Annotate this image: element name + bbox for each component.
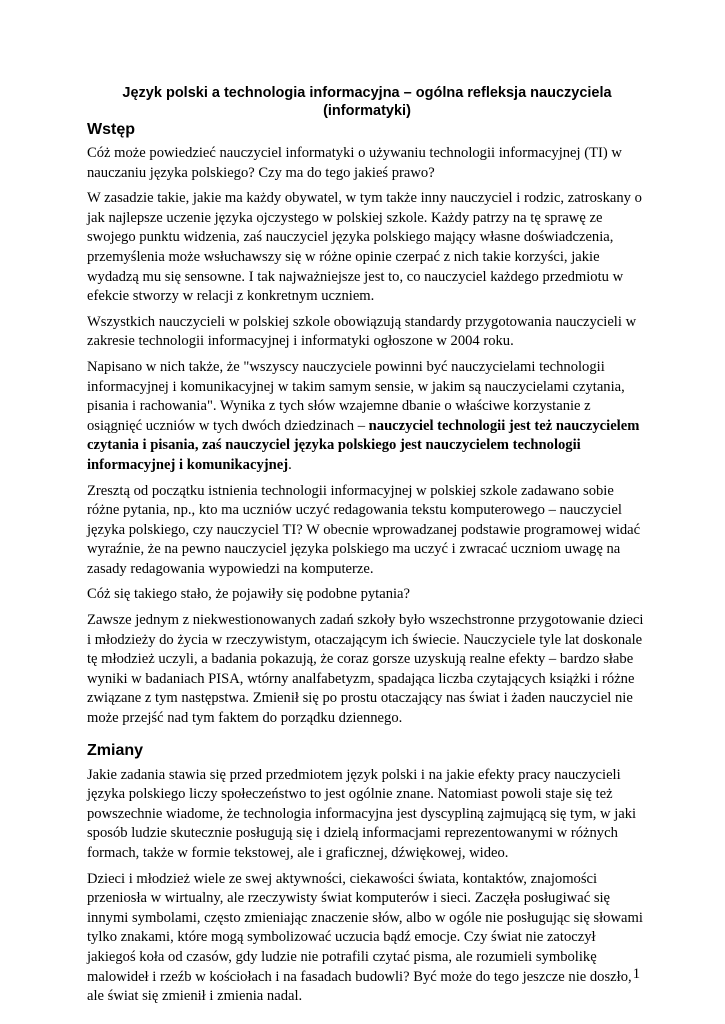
paragraph-3: Wszystkich nauczycieli w polskiej szkole obowiązują standardy przygotowania nauczycieli w zakresie technologii informacyjnej i informatyki ogłoszone w 2004 roku. <box>87 313 637 350</box>
paragraph-4-end: . <box>288 456 292 473</box>
document-title <box>87 84 647 120</box>
paragraph-1: Cóż może powiedzieć nauczyciel informatyki o używaniu technologii informacyjnej (TI) w nauczaniu języka polskiego? Czy ma do tego jakieś prawo? <box>87 145 622 181</box>
paragraph-9: Dzieci i młodzież wiele ze swej aktywności, ciekawości świata, kontaktów, znajomości przeniosła w wirtualny, ale rzeczywisty świat komputerów i sieci. Zaczęła posługiwać się innymi symbolami, często zmieniając znaczenie słów, albo w ogóle nie posługując się słowami tylko znakami, które mogą symbolizować uczucia bądź emocje. Czy świat nie zatoczył jakiegoś koła od czasów, gdy ludzie nie potrafili czytać pisma, ale rozumieli symbolikę malowideł i rzeźb w kościołach i na fasadach budowli? Być może do tego jeszcze nie doszło, ale świat się zmienił i zmienia nadal. <box>87 870 643 1005</box>
paragraph-2: W zasadzie takie, jakie ma każdy obywatel, w tym także inny nauczyciel i rodzic, zatroskany o jak najlepsze uczenie języka ojczystego w polskiej szkole. Każdy patrzy na tę sprawę ze swojego punktu widzenia, zaś nauczyciel języka polskiego mający własne doświadczenia, przemyślenia może wsłuchawszy się w różne opinie czerpać z nich takie korzyści, jakie wydadzą mu się sensowne. I tak najważniejsze jest to, co nauczyciel każdego przedmiotu w efekcie stworzy w relacji z konkretnym uczniem. <box>87 190 642 305</box>
section-heading-wstep: Wstęp <box>87 121 135 138</box>
paragraph-8: Jakie zadania stawia się przed przedmiotem język polski i na jakie efekty pracy nauczycieli języka polskiego liczy społeczeństwo to jest ogólnie znane. Natomiast powoli staje się też powszechnie wiadome, że technologia informacyjna jest dyscypliną zajmującą się tym, w jaki sposób ludzie skutecznie posługują się i dzielą informacjami reprezentowanymi w różnych formach, także w formie tekstowej, ale i graficznej, dźwiękowej, wideo. <box>87 766 637 861</box>
paragraph-6: Cóż się takiego stało, że pojawiły się podobne pytania? <box>87 586 411 603</box>
page-number: 1 <box>632 966 640 982</box>
section-heading-zmiany: Zmiany <box>87 741 144 759</box>
document-title-line2: (informatyki) <box>323 103 411 119</box>
page-content <box>87 84 647 1013</box>
document-title-line1: Język polski a technologia informacyjna – ogólna refleksja nauczyciela <box>122 85 612 101</box>
paragraph-4-text: Napisano w nich także, że "wszyscy nauczyciele powinni być nauczycielami technologii informacyjnej i komunikacyjnej w takim samym sensie, w jakim są nauczycielami czytania, pisania i rachowania". Wynika z tych słów wzajemne dbanie o właściwe korzystanie z osiągnięć uczniów w tych dwóch dziedzinach – <box>87 358 625 434</box>
paragraph-4 <box>87 358 647 476</box>
paragraph-4-bold-text: nauczyciel technologii jest też nauczycielem czytania i pisania, zaś nauczyciel języka polskiego jest nauczycielem technologii informacyjnej i komunikacyjnej <box>87 417 640 473</box>
paragraph-7: Zawsze jednym z niekwestionowanych zadań szkoły było wszechstronne przygotowanie dzieci i młodzieży do życia w rzeczywistym, otaczającym ich świecie. Nauczyciele tyle lat doskonale tę młodzież uczyli, a badania pokazują, że coraz gorsze uzyskują realne efekty – bardzo słabe wyniki w badaniach PISA, wtórny analfabetyzm, spadająca liczba czytających książki i różne związane z tym następstwa. Zmienił się po prostu otaczający nas świat i żaden nauczyciel nie może przejść nad tym faktem do porządku dziennego. <box>87 612 644 727</box>
paragraph-5: Zresztą od początku istnienia technologii informacyjnej w polskiej szkole zadawano sobie różne pytania, np., kto ma uczniów uczyć redagowania tekstu komputerowego – nauczyciel języka polskiego, czy nauczyciel TI? W obecnie wprowadzanej podstawie programowej widać wyraźnie, że na pewno nauczyciel języka polskiego ma uczyć i zwracać uczniom uwagę na zasady redagowania wypowiedzi na komputerze. <box>87 482 641 577</box>
